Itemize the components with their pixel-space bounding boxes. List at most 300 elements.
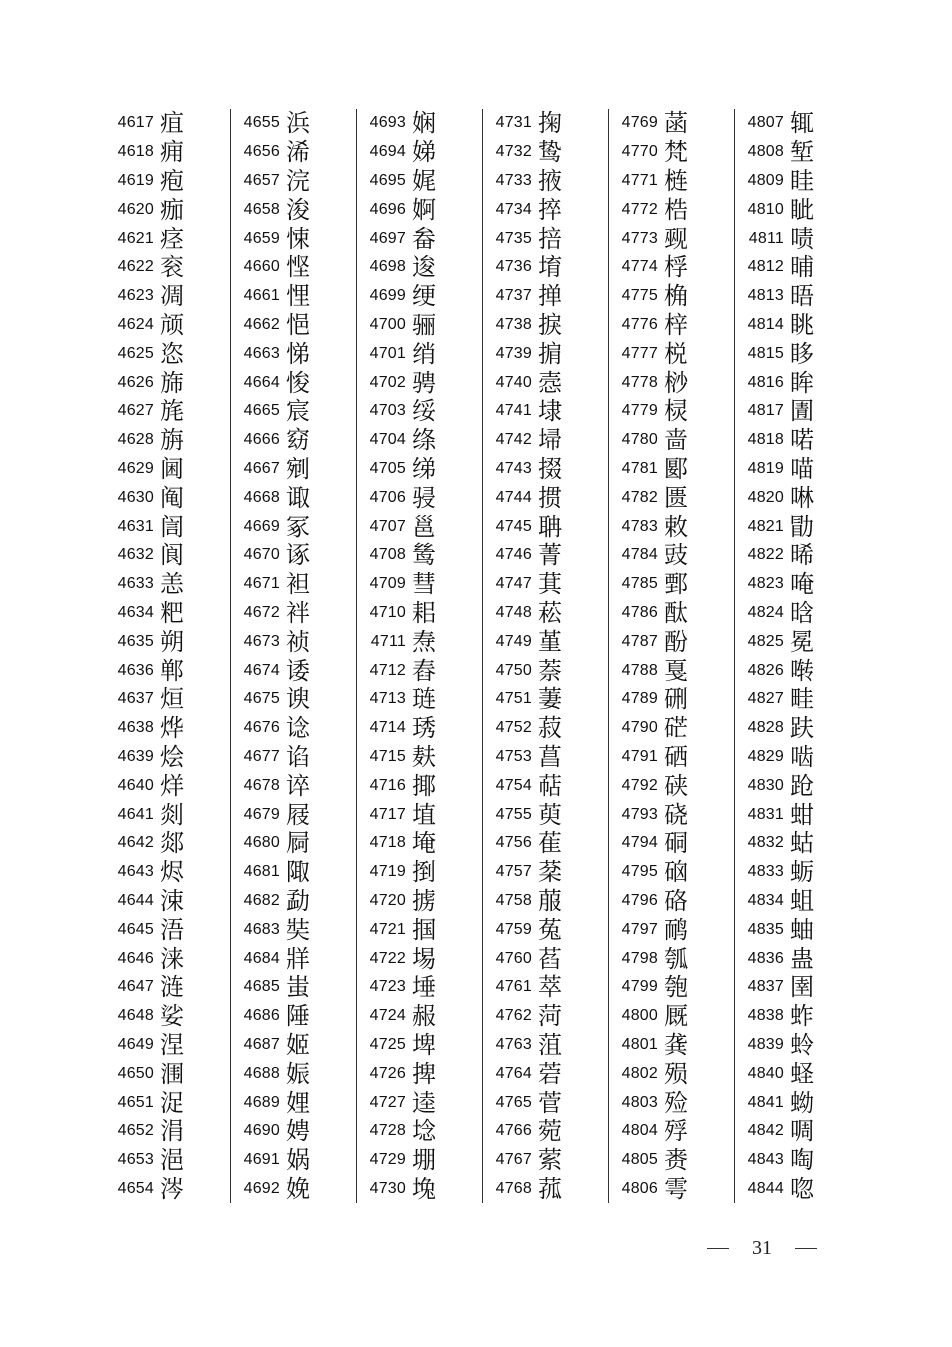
entry-character: 涞 — [160, 944, 184, 973]
table-row — [228, 1031, 346, 1060]
entry-number: 4803 — [621, 1093, 658, 1111]
table-row — [480, 1031, 598, 1060]
table-row — [606, 714, 724, 743]
entry-character: 硖 — [664, 771, 688, 800]
entry-number: 4641 — [117, 805, 154, 823]
entry-character: 痉 — [160, 224, 184, 253]
entry-character: 棁 — [664, 339, 688, 368]
table-row — [354, 483, 472, 512]
table-row — [606, 1117, 724, 1146]
table-row — [228, 800, 346, 829]
entry-number: 4638 — [117, 719, 154, 737]
entry-character: 烨 — [160, 714, 184, 743]
entry-number: 4823 — [747, 575, 784, 593]
entry-character: 涔 — [160, 1174, 184, 1203]
table-row — [732, 138, 850, 167]
entry-character: 棻 — [538, 858, 562, 887]
entry-number: 4712 — [369, 661, 406, 679]
entry-character: 耜 — [412, 598, 436, 627]
entry-number: 4820 — [747, 488, 784, 506]
entry-number: 4646 — [117, 949, 154, 967]
table-row — [354, 1117, 472, 1146]
table-row — [606, 743, 724, 772]
entry-number: 4828 — [747, 719, 784, 737]
entry-number: 4695 — [369, 171, 406, 189]
entry-character: 啉 — [790, 483, 814, 512]
table-row — [606, 483, 724, 512]
table-row — [606, 138, 724, 167]
entry-character: 绠 — [412, 282, 436, 311]
entry-character: 恣 — [160, 339, 184, 368]
table-row — [354, 973, 472, 1002]
entry-number: 4720 — [369, 891, 406, 909]
entry-number: 4634 — [117, 603, 154, 621]
entry-character: 瓠 — [664, 944, 688, 973]
entry-character: 蚴 — [790, 1088, 814, 1117]
entry-character: 悝 — [286, 282, 310, 311]
table-row — [102, 455, 220, 484]
entry-character: 埤 — [412, 1030, 436, 1059]
table-row — [480, 1059, 598, 1088]
entry-number: 4819 — [747, 459, 784, 477]
entry-number: 4805 — [621, 1151, 658, 1169]
table-row — [354, 858, 472, 887]
table-row — [480, 253, 598, 282]
entry-character: 凋 — [160, 282, 184, 311]
table-row — [354, 253, 472, 282]
table-row — [102, 944, 220, 973]
entry-number: 4722 — [369, 949, 406, 967]
entry-character: 涟 — [160, 973, 184, 1002]
entry-number: 4789 — [621, 690, 658, 708]
entry-character: 晡 — [790, 253, 814, 282]
entry-character: 堍 — [412, 1174, 436, 1203]
entry-character: 赉 — [664, 1146, 688, 1175]
entry-character: 悫 — [538, 368, 562, 397]
entry-number: 4815 — [747, 344, 784, 362]
entry-character: 逵 — [412, 1088, 436, 1117]
table-row — [480, 599, 598, 628]
entry-character: 萏 — [538, 944, 562, 973]
entry-character: 剡 — [160, 800, 184, 829]
entry-character: 娑 — [160, 1002, 184, 1031]
entry-number: 4759 — [495, 920, 532, 938]
entry-number: 4692 — [243, 1179, 280, 1197]
table-row — [228, 541, 346, 570]
entry-number: 4621 — [117, 229, 154, 247]
entry-number: 4704 — [369, 431, 406, 449]
table-row — [732, 541, 850, 570]
entry-character: 娠 — [286, 1059, 310, 1088]
entry-character: 娓 — [412, 166, 436, 195]
entry-number: 4825 — [747, 632, 784, 650]
entry-character: 梓 — [664, 310, 688, 339]
entry-character: 祯 — [286, 627, 310, 656]
table-row — [102, 915, 220, 944]
entry-character: 掖 — [538, 166, 562, 195]
table-row — [732, 771, 850, 800]
entry-character: 梿 — [664, 166, 688, 195]
entry-number: 4667 — [243, 459, 280, 477]
table-row — [606, 253, 724, 282]
entry-character: 揶 — [412, 771, 436, 800]
table-row — [732, 311, 850, 340]
entry-number: 4665 — [243, 402, 280, 420]
entry-character: 阆 — [160, 541, 184, 570]
table-row — [732, 887, 850, 916]
entry-character: 宸 — [286, 397, 310, 426]
entry-character: 菽 — [538, 714, 562, 743]
entry-character: 奘 — [286, 915, 310, 944]
table-row — [480, 311, 598, 340]
entry-character: 娉 — [286, 1117, 310, 1146]
entry-number: 4679 — [243, 805, 280, 823]
entry-character: 鸸 — [664, 915, 688, 944]
entry-number: 4657 — [243, 171, 280, 189]
entry-number: 4735 — [495, 229, 532, 247]
table-row — [732, 339, 850, 368]
entry-character: 悛 — [286, 368, 310, 397]
table-row — [606, 858, 724, 887]
entry-number: 4639 — [117, 747, 154, 765]
entry-character: 娌 — [286, 1088, 310, 1117]
entry-number: 4664 — [243, 373, 280, 391]
entry-number: 4700 — [369, 315, 406, 333]
entry-number: 4627 — [117, 402, 154, 420]
entry-character: 菪 — [538, 1059, 562, 1088]
entry-character: 蛊 — [790, 944, 814, 973]
entry-number: 4728 — [369, 1122, 406, 1140]
entry-character: 捯 — [412, 858, 436, 887]
entry-character: 浥 — [160, 1146, 184, 1175]
table-row — [354, 397, 472, 426]
entry-character: 啧 — [790, 224, 814, 253]
entry-character: 浞 — [160, 1088, 184, 1117]
column-divider — [608, 109, 609, 1203]
entry-character: 掼 — [538, 483, 562, 512]
entry-character: 旃 — [160, 426, 184, 455]
entry-character: 袢 — [286, 598, 310, 627]
entry-character: 菡 — [664, 109, 688, 138]
entry-number: 4628 — [117, 431, 154, 449]
table-row — [228, 656, 346, 685]
entry-number: 4747 — [495, 575, 532, 593]
entry-character: 勖 — [790, 512, 814, 541]
table-row — [102, 195, 220, 224]
table-row — [102, 656, 220, 685]
table-row — [228, 714, 346, 743]
entry-character: 堋 — [412, 1146, 436, 1175]
entry-number: 4786 — [621, 603, 658, 621]
entry-number: 4777 — [621, 344, 658, 362]
table-row — [606, 829, 724, 858]
entry-character: 蚶 — [790, 800, 814, 829]
table-row — [480, 1175, 598, 1204]
table-row — [354, 426, 472, 455]
table-row — [732, 282, 850, 311]
entry-number: 4782 — [621, 488, 658, 506]
table-row — [606, 771, 724, 800]
entry-number: 4655 — [243, 114, 280, 132]
entry-character: 绡 — [412, 339, 436, 368]
table-row — [354, 1031, 472, 1060]
table-row — [102, 1175, 220, 1204]
entry-number: 4698 — [369, 258, 406, 276]
entry-character: 谄 — [286, 742, 310, 771]
entry-character: 屐 — [286, 800, 310, 829]
entry-number: 4654 — [117, 1179, 154, 1197]
entry-number: 4730 — [369, 1179, 406, 1197]
table-row — [606, 656, 724, 685]
entry-number: 4753 — [495, 747, 532, 765]
entry-number: 4630 — [117, 488, 154, 506]
table-row — [354, 195, 472, 224]
entry-number: 4771 — [621, 171, 658, 189]
table-row — [102, 541, 220, 570]
entry-number: 4832 — [747, 834, 784, 852]
table-column — [732, 109, 850, 1205]
entry-character: 鸶 — [412, 541, 436, 570]
entry-number: 4756 — [495, 834, 532, 852]
entry-character: 捩 — [538, 310, 562, 339]
table-row — [228, 311, 346, 340]
entry-character: 涑 — [160, 886, 184, 915]
entry-number: 4734 — [495, 200, 532, 218]
entry-number: 4749 — [495, 632, 532, 650]
table-row — [606, 1175, 724, 1204]
entry-character: 菏 — [538, 1002, 562, 1031]
entry-character: 袒 — [286, 570, 310, 599]
entry-number: 4760 — [495, 949, 532, 967]
table-row — [480, 483, 598, 512]
entry-character: 郸 — [160, 656, 184, 685]
entry-number: 4717 — [369, 805, 406, 823]
table-row — [480, 426, 598, 455]
table-row — [606, 685, 724, 714]
entry-character: 酞 — [664, 598, 688, 627]
table-row — [480, 771, 598, 800]
entry-number: 4743 — [495, 459, 532, 477]
entry-number: 4637 — [117, 690, 154, 708]
entry-character: 赧 — [412, 1002, 436, 1031]
entry-number: 4626 — [117, 373, 154, 391]
table-row — [102, 426, 220, 455]
table-row — [228, 887, 346, 916]
table-row — [228, 339, 346, 368]
entry-number: 4763 — [495, 1035, 532, 1053]
table-row — [732, 368, 850, 397]
entry-character: 娴 — [412, 109, 436, 138]
entry-character: 晤 — [790, 282, 814, 311]
table-row — [354, 368, 472, 397]
entry-character: 旆 — [160, 368, 184, 397]
entry-number: 4711 — [370, 632, 406, 650]
table-row — [354, 1088, 472, 1117]
entry-character: 捭 — [412, 1059, 436, 1088]
entry-character: 掇 — [538, 454, 562, 483]
entry-character: 菟 — [538, 915, 562, 944]
entry-character: 娩 — [286, 1174, 310, 1203]
table-row — [606, 195, 724, 224]
entry-number: 4675 — [243, 690, 280, 708]
table-row — [228, 599, 346, 628]
entry-number: 4693 — [369, 114, 406, 132]
entry-character: 郯 — [160, 829, 184, 858]
table-row — [732, 858, 850, 887]
entry-character: 衮 — [160, 253, 184, 282]
entry-number: 4785 — [621, 575, 658, 593]
entry-character: 恙 — [160, 570, 184, 599]
table-row — [606, 109, 724, 138]
table-column — [102, 109, 220, 1205]
entry-number: 4840 — [747, 1064, 784, 1082]
entry-character: 萸 — [538, 800, 562, 829]
table-row — [606, 887, 724, 916]
table-row — [228, 1146, 346, 1175]
entry-character: 啁 — [790, 1117, 814, 1146]
entry-character: 萋 — [538, 685, 562, 714]
entry-character: 晗 — [790, 598, 814, 627]
table-row — [732, 224, 850, 253]
table-row — [732, 915, 850, 944]
entry-character: 烬 — [160, 858, 184, 887]
entry-number: 4659 — [243, 229, 280, 247]
entry-character: 蛄 — [790, 829, 814, 858]
table-row — [480, 1146, 598, 1175]
table-row — [606, 426, 724, 455]
table-row — [102, 282, 220, 311]
entry-character: 涅 — [160, 1030, 184, 1059]
table-row — [228, 1088, 346, 1117]
entry-number: 4680 — [243, 834, 280, 852]
entry-character: 梏 — [664, 195, 688, 224]
table-row — [102, 483, 220, 512]
table-row — [354, 743, 472, 772]
entry-number: 4622 — [117, 258, 154, 276]
entry-character: 彗 — [412, 570, 436, 599]
entry-number: 4833 — [747, 863, 784, 881]
table-row — [480, 397, 598, 426]
entry-number: 4648 — [117, 1007, 154, 1025]
entry-number: 4652 — [117, 1122, 154, 1140]
entry-number: 4620 — [117, 200, 154, 218]
table-row — [102, 570, 220, 599]
entry-number: 4761 — [495, 978, 532, 996]
entry-number: 4656 — [243, 143, 280, 161]
table-row — [480, 339, 598, 368]
entry-character: 萦 — [538, 1146, 562, 1175]
table-row — [606, 599, 724, 628]
table-row — [354, 512, 472, 541]
entry-character: 圉 — [790, 973, 814, 1002]
table-row — [606, 800, 724, 829]
table-row — [732, 253, 850, 282]
entry-number: 4827 — [747, 690, 784, 708]
entry-character: 酚 — [664, 627, 688, 656]
table-column — [480, 109, 598, 1205]
entry-number: 4703 — [369, 402, 406, 420]
entry-character: 喵 — [790, 454, 814, 483]
entry-character: 硗 — [664, 800, 688, 829]
entry-character: 匏 — [664, 973, 688, 1002]
entry-character: 硭 — [664, 714, 688, 743]
column-divider — [734, 109, 735, 1203]
entry-character: 桷 — [664, 282, 688, 311]
table-row — [102, 1031, 220, 1060]
table-row — [732, 195, 850, 224]
entry-number: 4740 — [495, 373, 532, 391]
table-row — [480, 915, 598, 944]
table-row — [102, 599, 220, 628]
entry-number: 4801 — [621, 1035, 658, 1053]
table-row — [480, 512, 598, 541]
table-row — [228, 858, 346, 887]
entry-character: 麸 — [412, 742, 436, 771]
entry-number: 4779 — [621, 402, 658, 420]
entry-number: 4800 — [621, 1007, 658, 1025]
table-row — [228, 944, 346, 973]
entry-number: 4631 — [117, 517, 154, 535]
table-row — [228, 253, 346, 282]
entry-character: 掴 — [412, 915, 436, 944]
entry-character: 眭 — [790, 166, 814, 195]
entry-character: 龚 — [664, 1030, 688, 1059]
entry-number: 4718 — [369, 834, 406, 852]
entry-character: 埵 — [412, 973, 436, 1002]
entry-character: 浜 — [286, 109, 310, 138]
entry-number: 4842 — [747, 1122, 784, 1140]
entry-character: 悒 — [286, 310, 310, 339]
entry-character: 萁 — [538, 570, 562, 599]
table-row — [102, 800, 220, 829]
entry-character: 屙 — [286, 829, 310, 858]
entry-number: 4831 — [747, 805, 784, 823]
entry-character: 厩 — [664, 1002, 688, 1031]
table-row — [480, 656, 598, 685]
entry-character: 畚 — [412, 224, 436, 253]
entry-character: 桫 — [664, 368, 688, 397]
table-row — [606, 1146, 724, 1175]
entry-number: 4834 — [747, 891, 784, 909]
entry-number: 4674 — [243, 661, 280, 679]
entry-character: 喏 — [790, 426, 814, 455]
entry-number: 4732 — [495, 143, 532, 161]
entry-character: 颃 — [160, 310, 184, 339]
table-row — [228, 368, 346, 397]
entry-character: 绥 — [412, 397, 436, 426]
table-row — [480, 858, 598, 887]
table-row — [102, 1146, 220, 1175]
character-table — [102, 109, 852, 1205]
entry-number: 4671 — [243, 575, 280, 593]
entry-number: 4830 — [747, 776, 784, 794]
column-divider — [356, 109, 357, 1203]
entry-character: 晞 — [790, 541, 814, 570]
table-row — [102, 167, 220, 196]
entry-number: 4796 — [621, 891, 658, 909]
table-row — [354, 887, 472, 916]
entry-character: 浠 — [286, 138, 310, 167]
table-row — [480, 829, 598, 858]
entry-number: 4793 — [621, 805, 658, 823]
entry-character: 逡 — [412, 253, 436, 282]
entry-number: 4669 — [243, 517, 280, 535]
table-row — [732, 570, 850, 599]
entry-number: 4661 — [243, 287, 280, 305]
entry-character: 殒 — [664, 1059, 688, 1088]
table-row — [102, 109, 220, 138]
entry-character: 掸 — [538, 282, 562, 311]
